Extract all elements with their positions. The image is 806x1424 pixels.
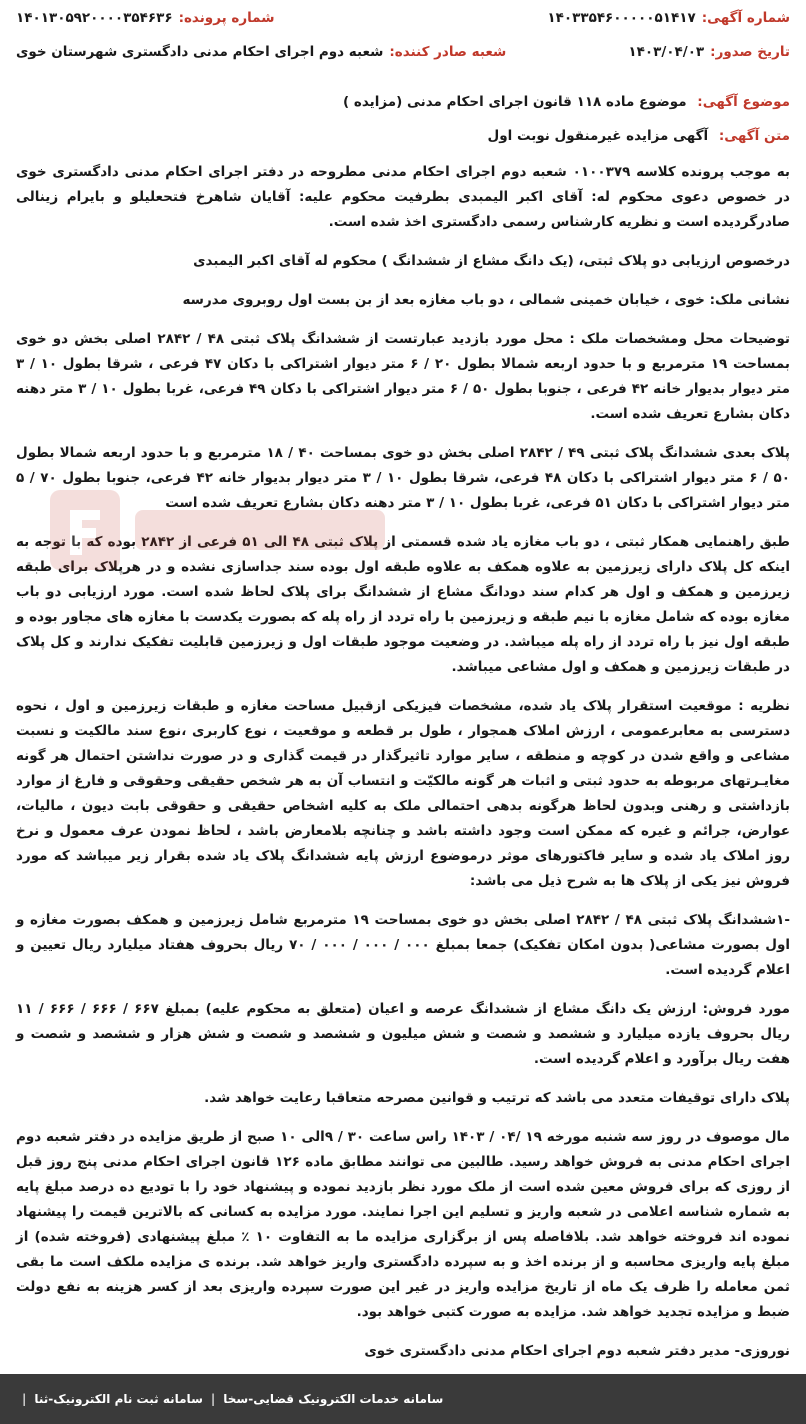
paragraph-opinion: نظریه : موقعیت استقرار پلاک یاد شده، مشخصات فیزیکی ازقبیل مساحت مغازه و طبقات زیرزمین و اول ، نحوه دسترسی به معابرعمومی ، ارزش املاک همجوار ، طول بر قطعه و موقعیت ، نوع کاربری ،نوع سند مالکیت و نسبت مشاعی و واقع شدن در کوچه و منطقه ، سایر موارد تاثیرگذار در قیمت گذاری و در صورت نداشتن احتمال هر گونه مغایـرتهای مربوطه به حدود ثبتی و اثبات هر گونه مالکیّت و انتساب آن به هر شخص حقیقی وحقوقی و فارغ از موارد بازداشتی و رهنی وبدون لحاظ هرگونه بدهی احتمالی ملک به کلیه اشخاص حقیقی و حقوقی بابت دیون ، مالیات، عوارض، جرائم و غیره که ممکن است وجود داشته باشد و چنانچه بلامعارض باشد ، لحاظ نمودن عرف معمول و نرخ روز املاک یاد شده و سایر فاکتورهای موثر درموضوع ارزش پایه ششدانگ پلاک یاد شده بقرار زیر میباشد که مورد فروش نیز یکی از پلاک ها به شرح ذیل می باشد: xyxy=(16,698,790,889)
case-number xyxy=(16,10,275,26)
notice-title xyxy=(16,126,790,146)
footer-link-sana[interactable]: سامانه ثبت نام الکترونیک-ثنا xyxy=(34,1392,203,1406)
footer-separator: | xyxy=(210,1392,216,1406)
footer-link-sakha[interactable]: سامانه خدمات الکترونیک قضایی-سخا xyxy=(223,1392,444,1406)
issuer-label: شعبه صادر کننده: xyxy=(389,44,507,60)
paragraph-guidance: طبق راهنمایی همکار ثبتی ، دو باب مغازه یاد شده قسمتی از پلاک ثبتی ۴۸ الی ۵۱ فرعی از ۲۸۴۲ بوده که با توجه به اینکه کل پلاک دا‌رای زیرزمین به علاوه همکف به علاوه طبقه اول بوده سند جداسازی نشده و در هرپلاک برای طبقه زیرزمین و همکف و اول هر کدام سند دودانگ مشاع از ششدانگ برای پلاک لحاظ شده است. مورد ارزیابی دو باب مغازه بوده که شامل مغازه با نیم طبقه و زیرزمین با راه تردد از راه پله که بصورت یکدست با مغازه های مجاور بوده و طبقه اول نیز با راه تردد از راه پله میباشد. در وضعیت موجود طبقات اول و زیرزمین قابلیت تفکیک ندارند و کل پلاک در طبقات زیرزمین و همکف و اول مشاعی میباشد. xyxy=(16,534,790,675)
footer-separator-end: | xyxy=(22,1392,27,1406)
notice-subject xyxy=(16,92,790,112)
paragraph-description: توضیحات محل ومشخصات ملک : محل مورد بازدید عبارتست از ششدانگ پلاک ثبتی ۴۸ / ۲۸۴۲ اصلی بخش دو خوی بمساحت ۱۹ مترمربع و با حدود اربعه شمالا بطول ۲۰ / ۶ متر دیوار اشتراکی با دکان ۴۷ فرعی ، شرقا بطول ۱۰ / ۳ متر دیوار بدیوار خانه ۴۲ فرعی ، جنوبا بطول ۵۰ / ۶ متر دیوار اشتراکی با دکان ۴۹ فرعی، غربا بطول ۱۰ / ۳ متر دهنه دکان بشارع تعریف شده است. xyxy=(16,331,790,422)
issue-date xyxy=(628,44,790,60)
subject-text: موضوع ماده ۱۱۸ قانون اجرای احکام مدنی (مزایده ) xyxy=(343,94,687,110)
meta-row-issuer xyxy=(16,44,790,78)
case-number-label: شماره پرونده: xyxy=(178,10,275,26)
title-text: آگهی مزایده غیرمنقول نوبت اول xyxy=(487,128,709,144)
case-number-value: ۱۴۰۱۳۰۵۹۲۰۰۰۰۳۵۴۶۳۶ xyxy=(16,10,173,26)
issue-date-label: تاریخ صدور: xyxy=(710,44,790,60)
notice-number-value: ۱۴۰۳۳۵۴۶۰۰۰۰۰۵۱۴۱۷ xyxy=(547,10,696,26)
subject-label: موضوع آگهی: xyxy=(697,94,790,110)
title-label: متن آگهی: xyxy=(718,128,790,144)
issue-date-value: ۱۴۰۳/۰۴/۰۳ xyxy=(628,44,705,60)
paragraph-auction-terms: مال موصوف در روز سه شنبه مورخه ۱۹ /۰۴ / ۱۴۰۳ راس ساعت ۳۰ / ۹الی ۱۰ صبح از طریق مزایده در دفتر شعبه دوم اجرای احکام مدنی به فروش خواهد رسید. طالبین می توانند مطابق ماده ۱۲۶ قانون اجرای احکام مدنی پنج روز قبل از روزی که برای فروش معین شده است از ملک مورد نظر بازدید نموده و پیشنهاد خود را با تودیع ده درصد مبلغ پایه به شماره شناسه اعلامی در شعبه واریز و تسلیم این اجرا نمایند. مورد مزایده به کسانی که بالاترین قیمت را پیشنهاد نموده اند فروخته خواهد شد. بلافاصله پس از برگزاری مزایده ما به التفاوت ۱۰ ٪ مبلغ پیشنهادی (فروخته شده) از مبلغ پایه واریزی محاسبه و از برنده اخذ و به سپرده دادگستری واریز خواهد شد. برنده ی مزایده ملکف است ما بقی ثمن معامله را ظرف یک ماه از تاریخ مزایده واریز در غیر این صورت سپرده واریزی بعد از کسر هزینه به نفع دولت ضبط و مزایده تجدید خواهد شد. مزایده به صورت کتبی خواهد بود. xyxy=(16,1129,790,1320)
paragraph-seizures: پلاک دارای توقیفات متعدد می باشد که ترتیب و قوانین مصرحه متعاقبا رعایت خواهد شد. xyxy=(204,1090,790,1106)
issuer-value: شعبه دوم اجرای احکام مدنی دادگستری شهرستان خوی xyxy=(16,44,384,60)
paragraph-valuation: -۱ششدانگ پلاک ثبتی ۴۸ / ۲۸۴۲ اصلی بخش دو خوی بمساحت ۱۹ مترمربع شامل زیرزمین و همکف بصورت مغازه و اول بصورت مشاعی( بدون امکان تفکیک) جمعا بمبلغ ۰۰۰ / ۰۰۰ / ۰۰۰ / ۷۰ ریال بحروف هفتاد میلیارد ریال تعیین و اعلام گردیده است. xyxy=(16,912,790,978)
paragraph-case: به موجب پرونده کلاسه ۰۱۰۰۳۷۹ شعبه دوم اجرای احکام مدنی مطروحه در دفتر اجرای احکام مدنی دادگستری خوی در خصوص دعوی محکوم له: آقای اکبر الیمبدی بطرفیت محکوم علیه: آقایان شاهرخ فتحعلیلو و بایرام زینالی صادرگردیده است و نظریه کارشناس رسمی دادگستری اخذ شده است. xyxy=(16,164,790,230)
notice-number xyxy=(547,10,790,26)
meta-row-numbers xyxy=(16,10,790,44)
paragraph-address: نشانی ملک: خوی ، خیابان خمینی شمالی ، دو باب مغازه بعد از بن بست اول روبروی مدرسه xyxy=(182,292,790,308)
footer-bar xyxy=(0,1374,806,1424)
issuer xyxy=(16,44,506,60)
paragraph-next-plot: پلاک بعدی ششدانگ پلاک ثبتی ۴۹ / ۲۸۴۲ اصلی بخش دو خوی بمساحت ۴۰ / ۱۸ مترمربع و با حدود اربعه شمالا بطول ۵۰ / ۶ متر دیوار اشتراکی با دکان ۴۸ فرعی، شرقا بطول ۱۰ / ۳ متر دیوار بدیوار خانه ۴۲ فرعی، جنوبا بطول ۷۰ / ۵ متر دیوار اشتراکی با دکان ۵۱ فرعی، غربا بطول ۱۰ / ۳ متر دهنه دکان بشارع تعریف شده است xyxy=(16,445,791,511)
paragraph-sale-item: مورد فروش: ارزش یک دانگ مشاع از ششدانگ عرصه و اعیان (متعلق به محکوم علیه) بمبلغ ۶۶۷ / ۶۶۶ / ۶۶۶ / ۱۱ ریال بحروف یازده میلیارد و ششصد و شصت و شش میلیون و ششصد و شصت و شش هزار و ششصد و شصت و هفت ریال برآورد و اعلام گردیده است. xyxy=(16,1001,790,1067)
paragraph-signature: نوروزی- مدیر دفتر شعبه دوم اجرای احکام مدنی دادگستری خوی xyxy=(364,1343,790,1359)
paragraph-assessment: درخصوص ارزیابی دو پلاک ثبتی، (یک دانگ مشاع از ششدانگ ) محکوم له آقای اکبر الیمبدی xyxy=(193,253,790,269)
notice-number-label: شماره آگهی: xyxy=(701,10,790,26)
